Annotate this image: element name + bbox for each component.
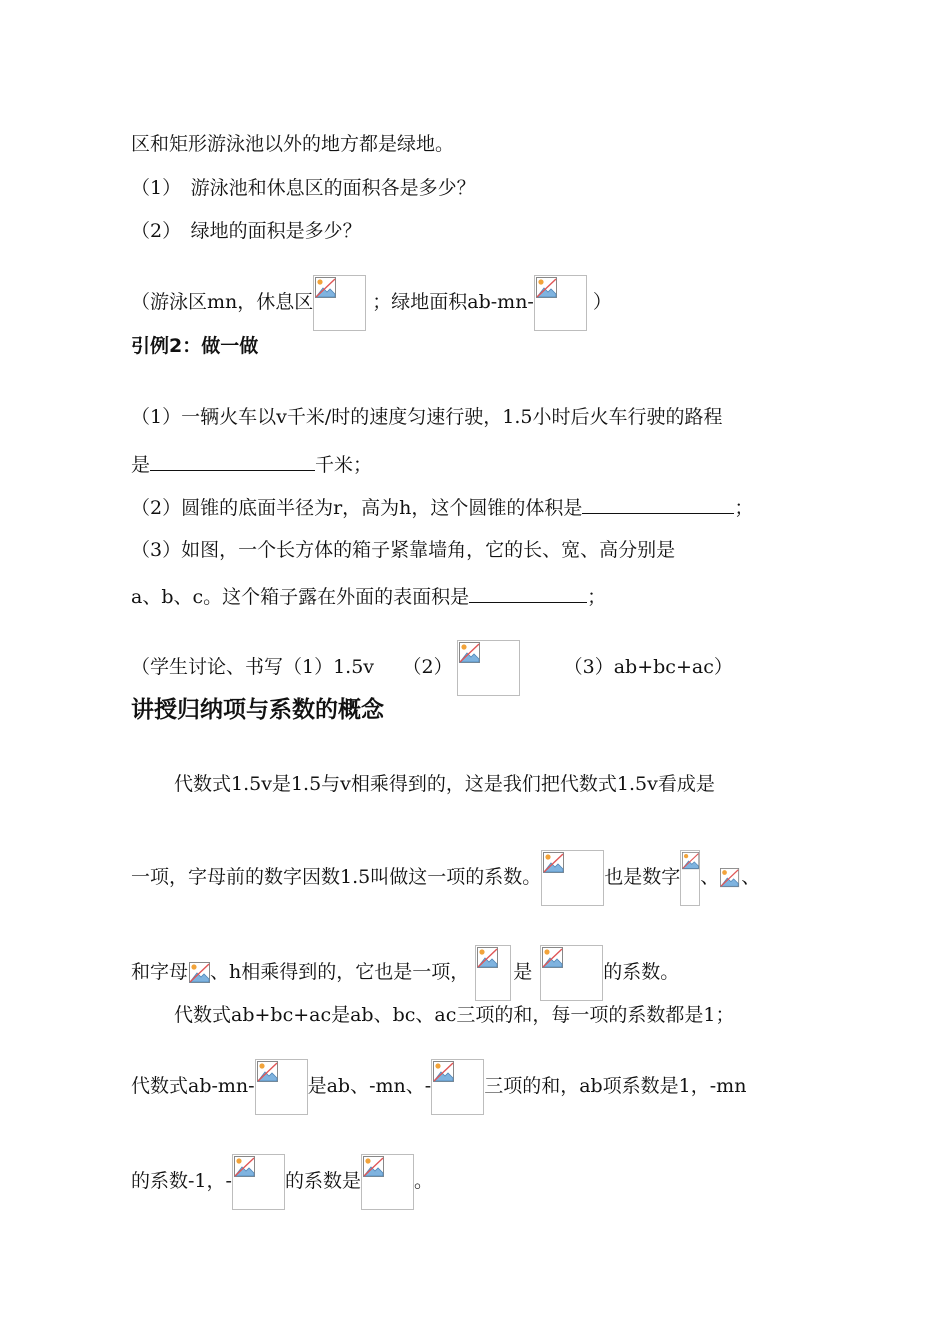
- item-2-line: [131, 495, 753, 520]
- formula-image: [255, 1059, 308, 1115]
- answer-text: ；绿地面积ab-mn-: [372, 291, 534, 313]
- answer-line: [131, 275, 612, 331]
- concept-text: 代数式ab-mn-: [131, 1075, 255, 1097]
- item-3-line-1: （3）如图，一个长方体的箱子紧靠墙角，它的长、宽、高分别是: [131, 539, 676, 561]
- section-title: 讲授归纳项与系数的概念: [131, 697, 384, 723]
- concept-text: 的系数是: [284, 1170, 361, 1192]
- concept-text: 、: [700, 866, 720, 888]
- broken-image-icon: [234, 1156, 256, 1178]
- answer-text: （游泳区mn，休息区: [131, 291, 314, 313]
- broken-image-icon: [542, 947, 564, 969]
- broken-image-icon: [477, 947, 499, 969]
- broken-image-icon: [536, 277, 558, 299]
- concept-line-4: 代数式ab+bc+ac是ab、bc、ac三项的和，每一项的系数都是1；: [174, 1004, 735, 1026]
- concept-text: 的系数-1，-: [131, 1170, 232, 1192]
- paragraph-line: 区和矩形游泳池以外的地方都是绿地。: [131, 133, 455, 155]
- formula-image: [540, 945, 603, 1001]
- formula-image: [232, 1154, 285, 1210]
- item-3-line-2: [131, 584, 606, 609]
- answer-text: ）: [592, 291, 612, 313]
- formula-image: [188, 961, 210, 985]
- formula-image: [680, 850, 700, 906]
- formula-image: [457, 640, 520, 696]
- broken-image-icon: [433, 1061, 455, 1083]
- broken-image-icon: [682, 852, 700, 874]
- answer-line: [131, 640, 733, 696]
- fill-blank: [582, 495, 734, 514]
- concept-text: 和字母: [131, 961, 189, 983]
- concept-text: 一项，字母前的数字因数1.5叫做这一项的系数。: [131, 866, 542, 888]
- concept-text: 是ab、-mn、-: [307, 1075, 432, 1097]
- formula-image: [534, 275, 587, 331]
- item-text: a、b、c。这个箱子露在外面的表面积是: [131, 586, 470, 608]
- broken-image-icon: [543, 852, 565, 874]
- concept-line-5: [131, 1059, 746, 1115]
- concept-text: 的系数。: [603, 961, 680, 983]
- concept-line-3: [131, 945, 679, 1001]
- question-1: （1） 游泳池和休息区的面积各是多少？: [131, 177, 476, 199]
- item-text: ；: [734, 497, 754, 519]
- broken-image-icon: [257, 1061, 279, 1083]
- item-text: 是: [131, 454, 151, 476]
- section-heading: 引例2：做一做: [131, 335, 259, 357]
- formula-image: [719, 867, 741, 889]
- formula-image: [431, 1059, 484, 1115]
- concept-text: 、: [741, 866, 761, 888]
- item-1-line-2: [131, 452, 372, 477]
- question-2: （2） 绿地的面积是多少？: [131, 220, 362, 242]
- broken-image-icon: [315, 277, 337, 299]
- concept-text: 三项的和，ab项系数是1，-mn: [484, 1075, 747, 1097]
- formula-image: [313, 275, 366, 331]
- broken-image-icon: [459, 642, 481, 664]
- concept-text: 、h相乘得到的，它也是一项，: [210, 961, 470, 983]
- item-text: （2）圆锥的底面半径为r，高为h，这个圆锥的体积是: [131, 497, 583, 519]
- item-text: 千米；: [315, 454, 373, 476]
- answer-text: （3）ab+bc+ac）: [563, 656, 733, 678]
- fill-blank: [469, 584, 587, 603]
- formula-image: [541, 850, 604, 906]
- formula-image: [475, 945, 511, 1001]
- formula-image: [361, 1154, 414, 1210]
- fill-blank: [150, 452, 315, 471]
- item-text: ；: [587, 586, 607, 608]
- concept-line-1: 代数式1.5v是1.5与v相乘得到的，这是我们把代数式1.5v看成是: [174, 773, 715, 795]
- broken-image-icon: [720, 868, 740, 888]
- answer-text: （学生讨论、书写（1）1.5v （2）: [131, 656, 453, 678]
- concept-text: 。: [413, 1170, 433, 1192]
- broken-image-icon: [189, 962, 211, 984]
- concept-text: 也是数字: [604, 866, 681, 888]
- concept-line-2: [131, 850, 760, 906]
- concept-text: 是: [513, 961, 533, 983]
- concept-line-6: [131, 1154, 433, 1210]
- broken-image-icon: [363, 1156, 385, 1178]
- item-1-line-1: （1）一辆火车以v千米/时的速度匀速行驶，1.5小时后火车行驶的路程: [131, 406, 723, 428]
